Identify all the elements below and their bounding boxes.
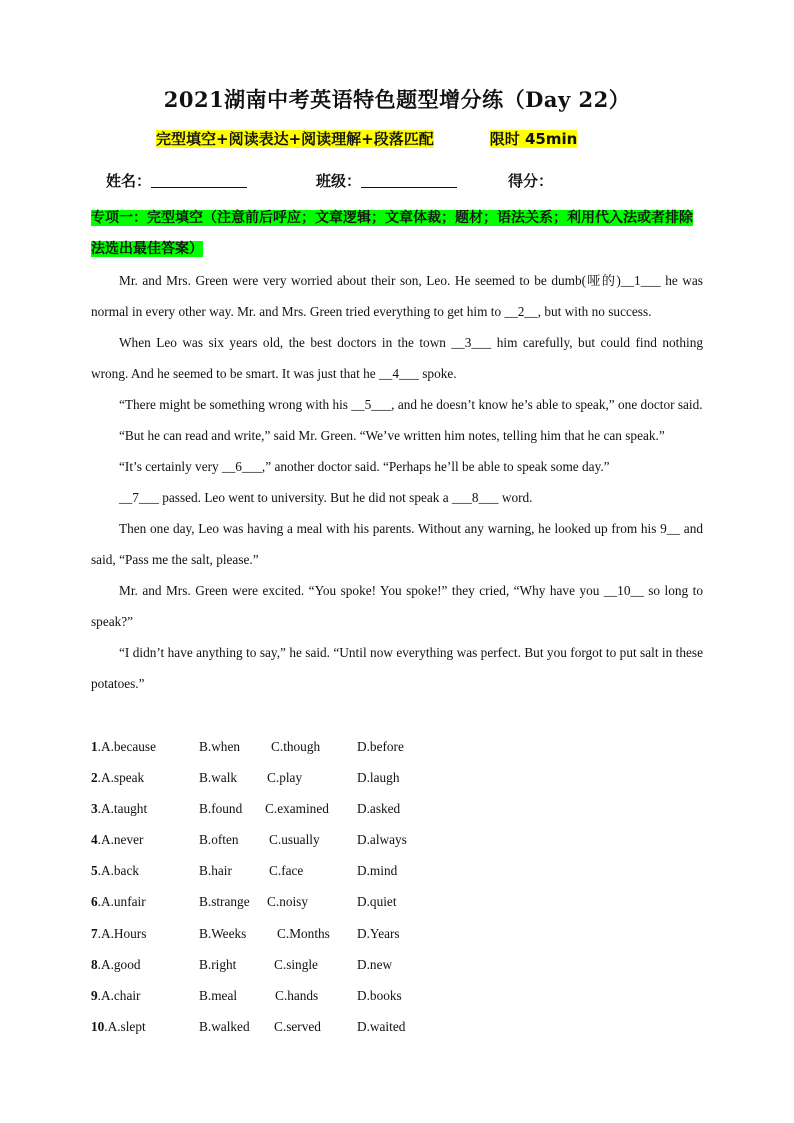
option-row: [91, 731, 703, 762]
option-c[interactable]: C.though: [271, 739, 321, 754]
option-c[interactable]: C.noisy: [267, 894, 309, 910]
class-blank[interactable]: [361, 173, 457, 188]
option-d[interactable]: D.quiet: [357, 894, 397, 910]
option-a[interactable]: .A.good: [97, 956, 141, 972]
option-b[interactable]: B.when: [199, 739, 240, 754]
class-field[interactable]: [316, 170, 457, 191]
option-d[interactable]: D.before: [357, 739, 404, 754]
option-b[interactable]: B.walk: [199, 770, 238, 786]
option-row: [91, 886, 703, 917]
class-label: 班级：: [316, 172, 362, 190]
score-field: [508, 170, 553, 191]
question-number: 8: [91, 956, 98, 972]
subtitle-topics: 完型填空+阅读表达+阅读理解+段落匹配: [156, 130, 434, 148]
option-b[interactable]: B.strange: [199, 894, 250, 910]
score-label: 得分：: [508, 172, 554, 190]
option-row: [91, 824, 703, 855]
option-c[interactable]: C.examined: [265, 801, 329, 817]
question-number: 10: [91, 1018, 105, 1034]
subtitle-time-limit: 限时 45min: [489, 130, 578, 148]
passage-paragraph: “It’s certainly very __6___,” another doctor said. “Perhaps he’ll be able to speak some day.”: [119, 459, 610, 474]
option-c[interactable]: C.face: [269, 863, 304, 879]
passage-paragraph: When Leo was six years old, the best doctors in the town __3___ him carefully, but could find nothing wrong. And he seemed to be smart. It was just that he __4___ spoke.: [91, 335, 703, 381]
option-b[interactable]: B.right: [199, 956, 237, 972]
option-a[interactable]: .A.Hours: [97, 925, 147, 941]
option-a[interactable]: .A.taught: [97, 801, 148, 817]
option-a[interactable]: .A.slept: [104, 1018, 146, 1034]
passage-paragraph: Mr. and Mrs. Green were very worried about their son, Leo. He seemed to be dumb(哑的)__1___ he was normal in every other way. Mr. and Mrs. Green tried everything to get him to __2__, but with no success.: [91, 273, 703, 319]
question-number: 7: [91, 925, 98, 941]
option-d[interactable]: D.always: [357, 832, 407, 848]
option-row: [91, 855, 703, 886]
option-b[interactable]: B.often: [199, 832, 239, 848]
option-b[interactable]: B.Weeks: [199, 925, 247, 941]
section-heading: [91, 203, 705, 265]
answer-options: [91, 731, 703, 1042]
option-d[interactable]: D.mind: [357, 863, 398, 879]
passage-paragraph: “I didn’t have anything to say,” he said. “Until now everything was perfect. But you forgot to put salt in these potatoes.”: [91, 645, 703, 691]
option-c[interactable]: C.play: [267, 770, 303, 786]
question-number: 3: [91, 801, 98, 817]
passage-paragraph: “There might be something wrong with his __5___, and he doesn’t know he’s able to speak,” one doctor said.: [119, 397, 703, 412]
option-d[interactable]: D.laugh: [357, 770, 400, 786]
option-row: [91, 1011, 703, 1042]
question-number: 2: [91, 770, 98, 786]
option-b[interactable]: B.hair: [199, 863, 232, 879]
question-number: 9: [91, 987, 98, 1003]
page-title: 2021湖南中考英语特色题型增分练（Day 22）: [163, 87, 631, 112]
passage-paragraph: Mr. and Mrs. Green were excited. “You spoke! You spoke!” they cried, “Why have you __10__ so long to speak?”: [91, 583, 703, 629]
name-field[interactable]: [106, 170, 247, 191]
option-a[interactable]: .A.because: [97, 739, 156, 754]
cloze-passage: [91, 265, 703, 699]
option-d[interactable]: D.books: [357, 987, 402, 1003]
question-number: 4: [91, 832, 98, 848]
option-d[interactable]: D.Years: [357, 925, 400, 941]
passage-paragraph: “But he can read and write,” said Mr. Green. “We’ve written him notes, telling him that he can speak.”: [119, 428, 665, 443]
option-a[interactable]: .A.chair: [97, 987, 141, 1003]
option-d[interactable]: D.waited: [357, 1018, 406, 1034]
question-number: 1: [91, 739, 98, 754]
passage-paragraph: Then one day, Leo was having a meal with his parents. Without any warning, he looked up from his 9__ and said, “Pass me the salt, please.”: [91, 521, 703, 567]
question-number: 5: [91, 863, 98, 879]
option-d[interactable]: D.asked: [357, 801, 401, 817]
option-d[interactable]: D.new: [357, 956, 393, 972]
option-row: [91, 793, 703, 824]
option-c[interactable]: C.usually: [269, 832, 320, 848]
option-a[interactable]: .A.unfair: [97, 894, 146, 910]
passage-paragraph: __7___ passed. Leo went to university. But he did not speak a ___8___ word.: [119, 490, 533, 505]
option-c[interactable]: C.single: [274, 956, 318, 972]
option-row: [91, 980, 703, 1011]
subtitle: [156, 127, 577, 151]
option-c[interactable]: C.Months: [277, 925, 330, 941]
option-a[interactable]: .A.never: [97, 832, 144, 848]
option-b[interactable]: B.walked: [199, 1018, 250, 1034]
option-a[interactable]: .A.back: [97, 863, 140, 879]
name-label: 姓名：: [106, 172, 152, 190]
section-heading-text: 专项一：完型填空（注意前后呼应；文章逻辑；文章体裁；题材；语法关系；利用代入法或者排除法选出最佳答案）: [91, 210, 693, 257]
option-b[interactable]: B.found: [199, 801, 243, 817]
option-b[interactable]: B.meal: [199, 987, 238, 1003]
option-c[interactable]: C.hands: [275, 987, 319, 1003]
option-c[interactable]: C.served: [274, 1018, 321, 1034]
question-number: 6: [91, 894, 98, 910]
option-a[interactable]: .A.speak: [97, 770, 145, 786]
option-row: [91, 918, 703, 949]
option-row: [91, 762, 703, 793]
option-row: [91, 949, 703, 980]
name-blank[interactable]: [151, 173, 247, 188]
